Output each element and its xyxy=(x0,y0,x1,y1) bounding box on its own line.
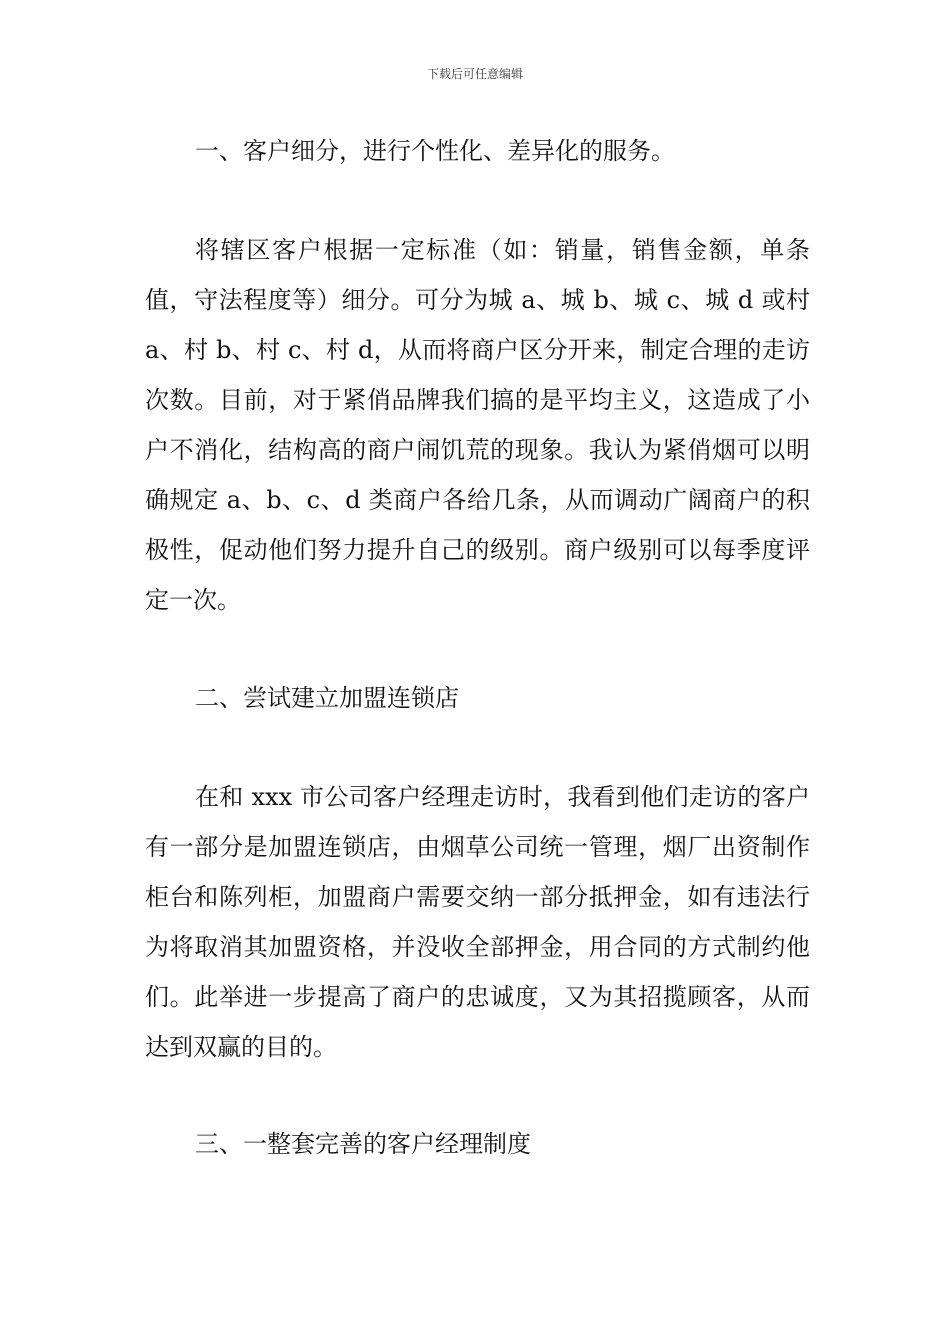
section-heading-2: 二、尝试建立加盟连锁店 xyxy=(195,684,459,712)
section-paragraph-1: 将辖区客户根据一定标准（如：销量，销售金额，单条值，守法程度等）细分。可分为城 a、城 b、城 c、城 d 或村 a、村 b、村 c、村 d，从而将商户区分开来，制定合理的走访次数。目前，对于紧俏品牌我们搞的是平均主义，这造成了小户不消化，结构高的商户闹饥荒的现象。我认为紧俏烟可以明确规定 a、b、c、d 类商户各给几条，从而调动广阔商户的积极性，促动他们努力提升自己的级别。商户级别可以每季度评定一次。 xyxy=(145,236,810,614)
section-paragraph-2: 在和 xxx 市公司客户经理走访时，我看到他们走访的客户有一部分是加盟连锁店，由烟草公司统一管理，烟厂出资制作柜台和陈列柜，加盟商户需要交纳一部分抵押金，如有违法行为将取消其加盟资格，并没收全部押金，用合同的方式制约他们。此举进一步提高了商户的忠诚度，又为其招揽顾客，从而达到双赢的目的。 xyxy=(145,783,810,1061)
section-heading-3: 三、一整套完善的客户经理制度 xyxy=(195,1130,531,1158)
header-note: 下载后可任意编辑 xyxy=(426,67,523,81)
section-heading-1: 一、客户细分，进行个性化、差异化的服务。 xyxy=(195,137,675,165)
